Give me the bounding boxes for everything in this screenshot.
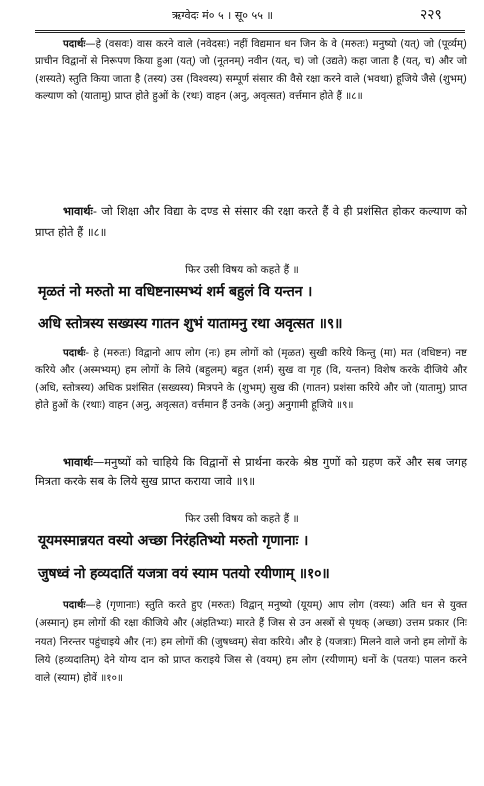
padartha-text: —हे (वसवः) वास करने वाले (नवेदसः) नहीं विद्यमान धन जिन के वे (मरुतः) मनुष्यो (यत्) जो (पूर्व्यम्) प्राचीन विद्वानों से निरूपण किया हुआ (यत्) जो (नूतनम्) नवीन (यत्, च) जो (उद्यते) कहा जाता है (यत्, च) और जो (शस्यते) स्तुति किया जाता है (तस्य) उस (विश्वस्य) सम्पूर्ण संसार की वैसे रक्षा करने वाले (भवथा) हूजिये जैसे (शुभम्) कल्याण को (यातामु) प्राप्त होते हुओं के (रथः) वाहन (अनु, अवृत्सत) वर्त्तमान होते हैं ॥८॥ bbox=[35, 39, 467, 102]
padartha-text: - हे (मरुतः) विद्वानो आप लोग (नः) हम लोगों को (मृळत) सुखी करिये किन्तु (मा) मत (वधिष्टन) नष्ट करिये और (अस्मभ्यम्) हम लोगों के लिये (बहुलम्) बहुत (शर्म) सुख वा गृह (वि, यन्तन) विशेष करके दीजिये और (अधि, स्तोत्रस्य) अधिक प्रशंसित (सख्यस्य) मित्रपने के (शुभम्) सुख की (गातन) प्रशंसा करिये और जो (यातामु) प्राप्त होते हुओं के (रथाः) वाहन (अनु, अवृत्सत) वर्त्तमान हैं उनके (अनु) अनुगामी हूजिये ॥९॥ bbox=[35, 348, 467, 411]
padartha-paragraph-8 bbox=[35, 36, 467, 105]
bhavartha-label: भावार्थः bbox=[63, 455, 93, 469]
mantra-line: मृळतं नो मरुतो मा वधिष्टनास्मभ्यं शर्म बहुलं वि यन्तन । bbox=[38, 284, 313, 300]
running-title: ऋग्वेदः मं० ५ । सू० ५५ ॥ bbox=[172, 9, 274, 22]
header-rule bbox=[35, 30, 465, 33]
padartha-paragraph-10 bbox=[35, 597, 467, 688]
bhavartha-label: भावार्थः bbox=[63, 204, 93, 218]
padartha-label: पदार्थः bbox=[63, 600, 86, 611]
mantra-line: जुषध्वं नो हव्यदातिं यजत्रा वयं स्याम पतयो रयीणाम् ॥१०॥ bbox=[38, 566, 330, 582]
bhavartha-paragraph-9 bbox=[35, 453, 467, 491]
mantra-line: यूयमस्मान्नयत वस्यो अच्छा निरंहतिभ्यो मरुतो गृणानाः । bbox=[38, 533, 309, 549]
padartha-paragraph-9 bbox=[35, 345, 467, 414]
section-intro: फिर उसी विषय को कहते हैं ॥ bbox=[185, 264, 299, 276]
bhavartha-text: —मनुष्यों को चाहिये कि विद्वानों से प्रार्थना करके श्रेष्ठ गुणों को ग्रहण करें और सब जगह मित्रता करके सब के लिये सुख प्राप्त कराया जावे ॥९॥ bbox=[35, 455, 467, 488]
padartha-label: पदार्थः bbox=[63, 39, 86, 50]
page-number: २२९ bbox=[420, 7, 442, 23]
bhavartha-paragraph-8 bbox=[35, 201, 467, 243]
padartha-label: पदार्थः bbox=[63, 348, 86, 359]
section-intro: फिर उसी विषय को कहते हैं ॥ bbox=[185, 513, 299, 525]
mantra-line: अधि स्तोत्रस्य सख्यस्य गातन शुभं यातामनु रथा अवृत्सत ॥९॥ bbox=[38, 316, 343, 332]
bhavartha-text: - जो शिक्षा और विद्या के दण्ड से संसार की रक्षा करते हैं वे ही प्रशंसित होकर कल्याण को प्राप्त होते हैं ॥८॥ bbox=[35, 204, 467, 239]
padartha-text: —हे (गृणानाः) स्तुति करते हुए (मरुतः) विद्वान् मनुष्यो (यूयम्) आप लोग (वस्यः) अति धन से युक्त (अस्मान्) हम लोगों की रक्षा कीजिये और (अंहतिभ्यः) मारते हैं जिस से उन अस्त्रों से पृथक् (अच्छा) उत्तम प्रकार (निः नयत) निरन्तर पहुंचाइये और (नः) हम लोगों की (जुषध्वम्) सेवा करिये। और हे (यजत्राः) मिलने वाले जनो हम लोगों के लिये (हव्यदातिम्) देने योग्य दान को प्राप्त कराइये जिस से (वयम्) हम लोग (रयीणाम्) धनों के (पतयः) पालन करने वाले (स्याम) होवें ॥१०॥ bbox=[35, 600, 467, 685]
